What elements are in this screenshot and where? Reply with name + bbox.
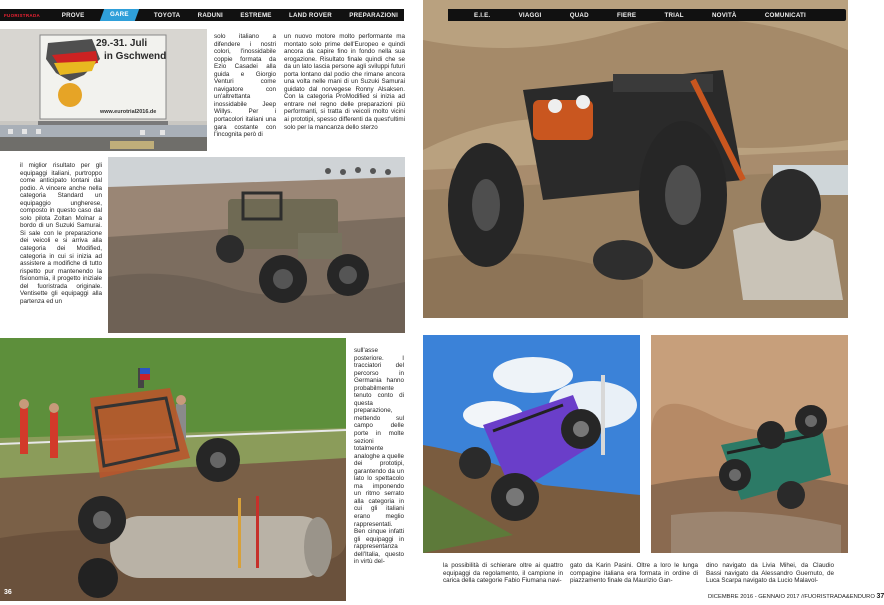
nav-item-raduni[interactable]: RADUNI [198,12,223,19]
magazine-logo: FUORISTRADA [0,13,50,18]
nav-item-gare[interactable]: GARE [100,9,139,21]
nav-item-viaggi[interactable]: VIAGGI [519,12,542,19]
nav-item-land-rover[interactable]: LAND ROVER [289,12,332,19]
nav-item-estreme[interactable]: ESTREME [240,12,271,19]
right-nav-bar [448,9,846,21]
nav-item-preparazioni[interactable]: PREPARAZIONI [349,12,398,19]
issue-text: DICEMBRE 2016 - GENNAIO 2017 //FUORISTRADA&ENDURO [708,594,875,600]
left-nav-items [50,9,404,21]
page-gutter [406,0,423,601]
nav-item-prove[interactable]: PROVE [62,12,85,19]
article-column-4: sull'asse posteriore. I tracciatori del percorso in Germania hanno probabilmente tenuto conto di questa preparazione, mettendo sul campo delle porte in molte sezioni totalmente analoghe a quelle dei prototipi, garantendo da un lato lo spettacolo ma imponendo un ritmo serrato alla categoria in cui gli italiani erano meglio rappresentati. Ben cinque infatti gli equipaggi in rappresentanza dell'Italia, questo in virtù del- [354,347,404,577]
photo-event-banner [0,29,207,151]
nav-item-quad[interactable]: QUAD [570,12,589,19]
photo-jeep-willys [108,157,405,333]
nav-item-trial[interactable]: TRIAL [665,12,684,19]
nav-item-toyota[interactable]: TOYOTA [154,12,180,19]
banner-date: 29.-31. Juli [96,38,147,49]
photo-rollover-jeep [651,335,848,553]
nav-item-novita[interactable]: NOVITÀ [712,12,737,19]
nav-item-comunicati[interactable]: COMUNICATI [765,12,806,19]
photo-buggy-pipe [0,338,346,601]
article-column-3: il miglior risultato per gli equipaggi italiani, purtroppo come anticipato lontani dal podio. A vincere anche nella categoria Standard un equipaggio ungherese, composto in questo caso dal solo pilota Zoltan Molnar a bordo di un Suzuki Samurai. Si sale con le preparazione dei veicoli e si arriva alla categoria dei Modified, categoria in cui si inizia ad assistere a modifiche di tutto rispetto pur mantenendo la fisionomia, il progetto iniziale del fuoristrada originale. Ventisette gli equipaggi alla partenza ed un [20,162,102,334]
nav-item-eie[interactable]: E.I.E. [474,12,490,19]
nav-item-fiere[interactable]: FIERE [617,12,636,19]
banner-url: www.eurotrial2016.de [100,109,156,115]
photo-purple-jeep [423,335,640,553]
article-column-7: dino navigato da Livia Mihei, da Claudio Bassi navigato da Alessandro Guernuto, de Luca Scarpa navigato da Lucio Malavol- [706,562,834,592]
article-column-1: solo italiano a difendere i nostri colori, l'inossidabile coppie formata da Ezio Casadei alla guida e Giorgio Venturi come navigatore con un'altrettanta inossidabile Jeep Willys. Per i portacolori italiani una gara costante con l'incognita però di [214,33,276,155]
right-issue-line [708,593,884,600]
left-page-number: 36 [4,589,12,596]
right-page-number: 37 [877,593,884,600]
banner-place: in Gschwend [104,51,166,62]
article-column-2: un nuovo motore molto performante ma montato solo prime dell'Europeo e quindi ancora da capire fino in fondo nella sua erogazione. Risultato finale quindi che se da un lato lascia persone agli sviluppi futuri porta lontano dal podio che rimane ancora una volta nelle mani di un Suzuki Samurai guidato dal norvegese Ronny Alsaksen. Con la categoria ProModified si inizia ad entrare nel regno delle preparazioni più performanti, si tratta di veicoli molto vicini ai prototipi, spesso differenti da quest'ultimi solo per la mancanza dello sterzo [284,33,405,155]
article-column-6: gato da Karin Pasini. Oltre a loro le lunga compagine italiana era formata in ordine di piazzamento finale da Maurizio Gan- [570,562,698,592]
article-column-5: la possibilità di schierare oltre ai quattro equipaggi da regolamento, il campione in carica della categorie Fabio Fiumana navi- [443,562,563,592]
left-nav-bar [0,9,404,21]
photo-buggy-climb [423,0,848,318]
